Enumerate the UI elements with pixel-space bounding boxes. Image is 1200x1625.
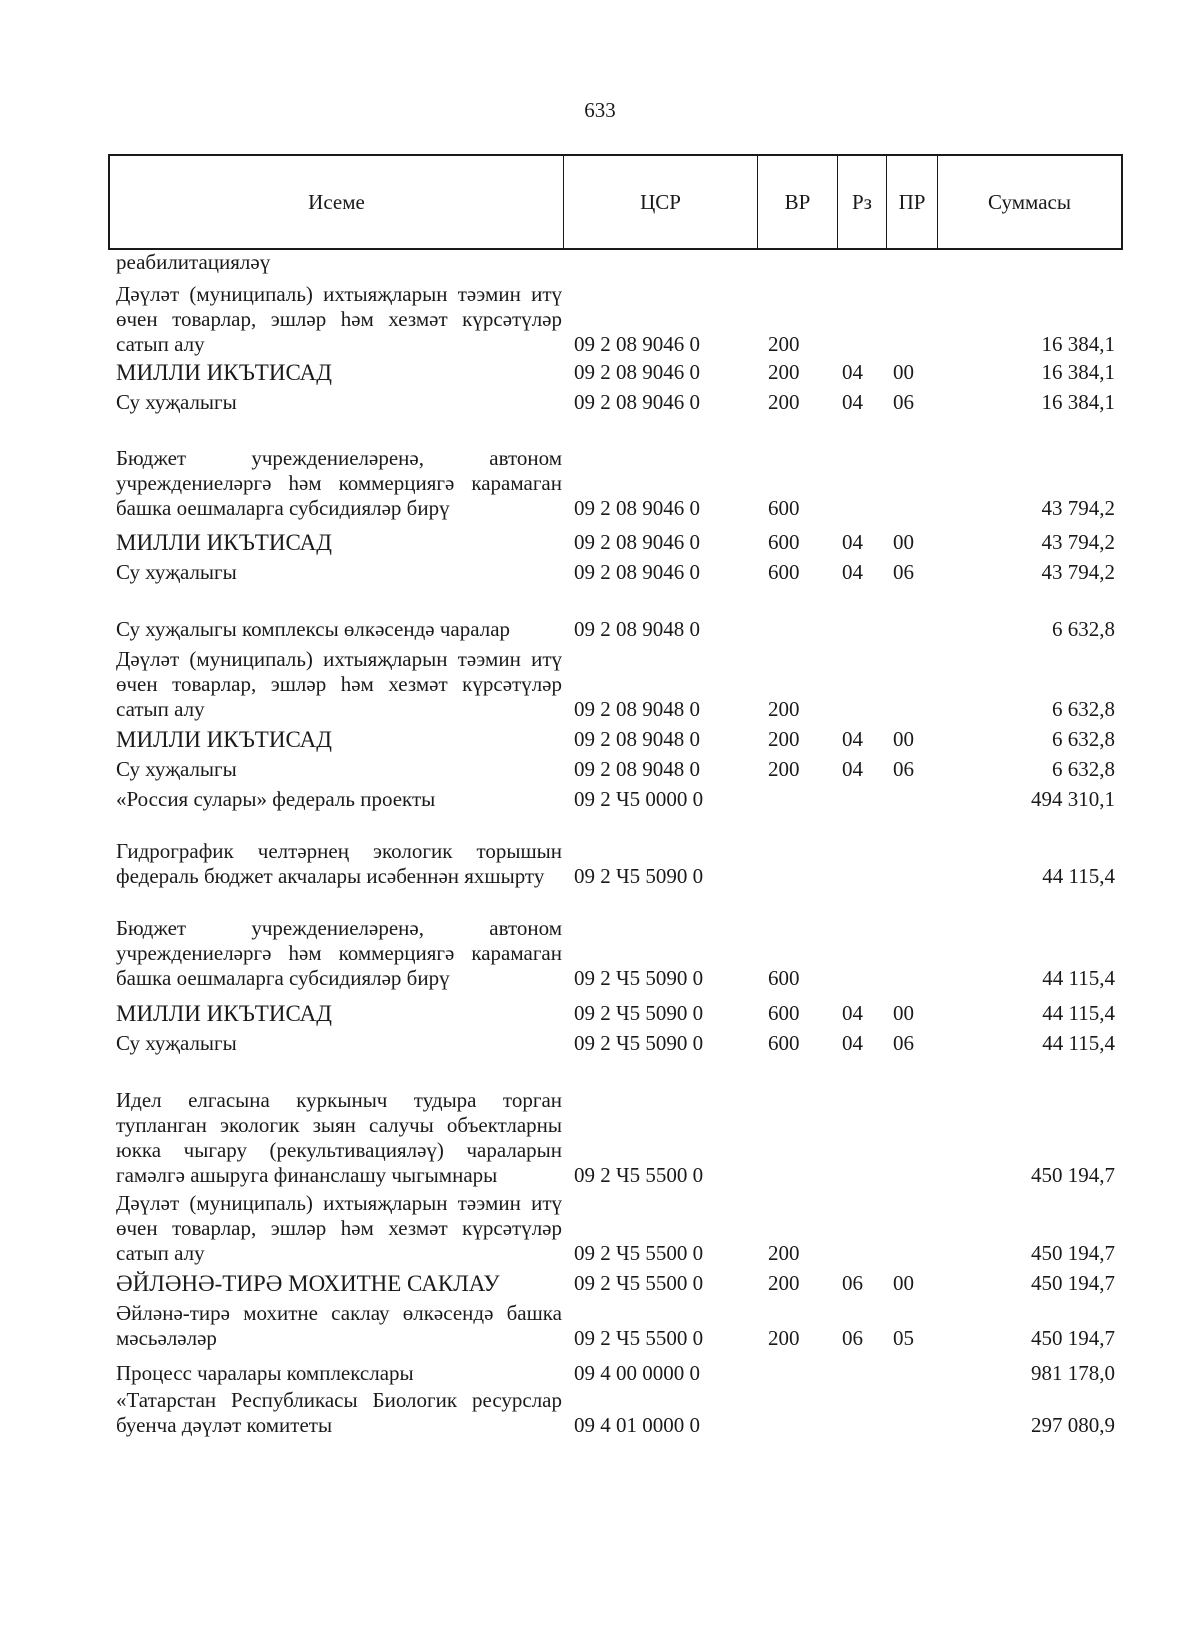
table-row xyxy=(108,996,1123,1026)
cell-csr: 09 2 08 9048 0 xyxy=(574,757,700,781)
cell-name: Гидрографик челтəрнең экологик торышын федераль бюджет акчалары исəбеннəн яхшырту xyxy=(116,839,562,888)
cell-csr: 09 2 Ч5 5090 0 xyxy=(574,966,704,990)
header-vr: ВР xyxy=(758,156,838,248)
cell-csr: 09 2 Ч5 5090 0 xyxy=(574,864,704,888)
table-row xyxy=(108,555,1123,585)
cell-csr: 09 2 08 9046 0 xyxy=(574,360,700,384)
cell-vr: 200 xyxy=(768,757,800,781)
cell-sum: 44 115,4 xyxy=(1042,864,1115,888)
cell-name: Идел елгасына куркыныч тудыра торган тупланган экологик зыян салучы объектларны юкка чыгару (рекультивациялəү) чараларын гамəлгə ашыруга финанслашу чыгымнары xyxy=(116,1088,562,1187)
cell-name: Процесс чаралары комплекслары xyxy=(116,1361,414,1385)
cell-sum: 981 178,0 xyxy=(1031,1361,1115,1385)
cell-csr: 09 4 00 0000 0 xyxy=(574,1361,700,1385)
cell-name: ƏЙЛƏНƏ-ТИРƏ МОХИТНЕ САКЛАУ xyxy=(116,1271,500,1296)
cell-vr: 200 xyxy=(768,1326,800,1350)
header-sum: Суммасы xyxy=(988,189,1071,214)
header-pr: ПР xyxy=(887,156,938,248)
cell-pr: 00 xyxy=(893,530,914,554)
cell-sum: 44 115,4 xyxy=(1042,1031,1115,1055)
cell-sum: 43 794,2 xyxy=(1041,530,1115,554)
cell-name: Бюджет учреждениелəренə, автоном учреждениелəргə һəм коммерциягə карамаган башка оешмаларга субсидиялəр бирү xyxy=(116,916,562,990)
cell-sum: 494 310,1 xyxy=(1031,787,1115,811)
cell-rz: 04 xyxy=(842,1001,863,1025)
cell-name: МИЛЛИ ИКЪТИСАД xyxy=(116,530,332,555)
cell-pr: 00 xyxy=(893,360,914,384)
cell-pr: 00 xyxy=(893,1271,914,1295)
cell-name: МИЛЛИ ИКЪТИСАД xyxy=(116,1001,332,1026)
cell-sum: 43 794,2 xyxy=(1041,496,1115,520)
cell-name: Бюджет учреждениелəренə, автоном учреждениелəргə һəм коммерциягə карамаган башка оешмаларга субсидиялəр бирү xyxy=(116,446,562,520)
cell-vr: 200 xyxy=(768,360,800,384)
table-row xyxy=(108,421,1123,521)
cell-name: Əйлəнə-тирə мохитне саклау өлкəсендə башка мəсьəлəлəр xyxy=(116,1301,562,1350)
cell-sum: 6 632,8 xyxy=(1052,697,1115,721)
table-row xyxy=(108,1388,1123,1438)
table-row xyxy=(108,1266,1123,1296)
table-row xyxy=(108,1356,1123,1386)
cell-rz: 04 xyxy=(842,1031,863,1055)
page-number: 633 xyxy=(584,98,616,122)
cell-sum: 44 115,4 xyxy=(1042,966,1115,990)
cell-name: МИЛЛИ ИКЪТИСАД xyxy=(116,727,332,752)
cell-vr: 600 xyxy=(768,560,800,584)
cell-name: Дəүлəт (муниципаль) ихтыяҗларын тəэмин итү өчен товарлар, эшлəр һəм хезмəт күрсəтүлəр сатып алу xyxy=(116,647,562,721)
cell-sum: 450 194,7 xyxy=(1031,1163,1115,1187)
cell-sum: 297 080,9 xyxy=(1031,1413,1115,1437)
cell-name: Су хуҗалыгы xyxy=(116,1031,237,1055)
cell-vr: 200 xyxy=(768,1241,800,1265)
cell-name: МИЛЛИ ИКЪТИСАД xyxy=(116,360,332,385)
cell-vr: 600 xyxy=(768,496,800,520)
cell-csr: 09 2 Ч5 5090 0 xyxy=(574,1001,704,1025)
cell-sum: 6 632,8 xyxy=(1052,617,1115,641)
cell-vr: 600 xyxy=(768,1001,800,1025)
cell-pr: 05 xyxy=(893,1326,914,1350)
cell-csr: 09 2 08 9046 0 xyxy=(574,530,700,554)
cell-rz: 06 xyxy=(842,1271,863,1295)
cell-csr: 09 2 Ч5 5500 0 xyxy=(574,1163,704,1187)
cell-vr: 200 xyxy=(768,332,800,356)
table-row xyxy=(108,250,1123,275)
cell-vr: 600 xyxy=(768,530,800,554)
cell-sum: 44 115,4 xyxy=(1042,1001,1115,1025)
header-csr: ЦСР xyxy=(564,156,758,248)
cell-csr: 09 2 08 9048 0 xyxy=(574,727,700,751)
cell-name: Су хуҗалыгы xyxy=(116,757,237,781)
cell-vr: 200 xyxy=(768,1271,800,1295)
table-row xyxy=(108,525,1123,555)
cell-name: Дəүлəт (муниципаль) ихтыяҗларын тəэмин итү өчен товарлар, эшлəр һəм хезмəт күрсəтүлəр сатып алу xyxy=(116,1191,562,1265)
cell-name: Су хуҗалыгы комплексы өлкəсендə чаралар xyxy=(116,617,511,641)
cell-name: Су хуҗалыгы xyxy=(116,390,237,414)
cell-vr: 200 xyxy=(768,727,800,751)
cell-rz: 04 xyxy=(842,530,863,554)
cell-csr: 09 4 01 0000 0 xyxy=(574,1413,700,1437)
table-row xyxy=(108,647,1123,722)
cell-sum: 6 632,8 xyxy=(1052,757,1115,781)
cell-rz: 04 xyxy=(842,360,863,384)
cell-sum: 16 384,1 xyxy=(1041,360,1115,384)
cell-pr: 06 xyxy=(893,1031,914,1055)
cell-sum: 16 384,1 xyxy=(1041,332,1115,356)
cell-csr: 09 2 Ч5 5500 0 xyxy=(574,1271,704,1295)
cell-pr: 06 xyxy=(893,390,914,414)
cell-sum: 43 794,2 xyxy=(1041,560,1115,584)
cell-vr: 600 xyxy=(768,966,800,990)
cell-rz: 06 xyxy=(842,1326,863,1350)
cell-vr: 200 xyxy=(768,390,800,414)
cell-name: реабилитациялəү xyxy=(116,250,271,274)
cell-csr: 09 2 Ч5 0000 0 xyxy=(574,787,704,811)
table-row xyxy=(108,592,1123,642)
table-row xyxy=(108,891,1123,991)
cell-csr: 09 2 Ч5 5500 0 xyxy=(574,1241,704,1265)
cell-name: «Татарстан Республикасы Биологик ресурслар буенча дəүлəт комитеты xyxy=(116,1388,562,1437)
cell-csr: 09 2 08 9048 0 xyxy=(574,697,700,721)
cell-vr: 600 xyxy=(768,1031,800,1055)
table-row xyxy=(108,1301,1123,1351)
cell-pr: 06 xyxy=(893,757,914,781)
cell-csr: 09 2 08 9046 0 xyxy=(574,332,700,356)
cell-sum: 450 194,7 xyxy=(1031,1241,1115,1265)
cell-name: Су хуҗалыгы xyxy=(116,560,237,584)
cell-csr: 09 2 08 9046 0 xyxy=(574,496,700,520)
cell-rz: 04 xyxy=(842,390,863,414)
table-row xyxy=(108,722,1123,752)
header-rz: Рз xyxy=(838,156,887,248)
cell-rz: 04 xyxy=(842,560,863,584)
table-row xyxy=(108,752,1123,782)
cell-rz: 04 xyxy=(842,757,863,781)
cell-sum: 6 632,8 xyxy=(1052,727,1115,751)
cell-name: «Россия сулары» федераль проекты xyxy=(116,787,436,811)
cell-csr: 09 2 Ч5 5090 0 xyxy=(574,1031,704,1055)
cell-csr: 09 2 08 9046 0 xyxy=(574,560,700,584)
cell-csr: 09 2 08 9046 0 xyxy=(574,390,700,414)
table-row xyxy=(108,1191,1123,1266)
cell-name: Дəүлəт (муниципаль) ихтыяҗларын тəэмин итү өчен товарлар, эшлəр һəм хезмəт күрсəтүлəр сатып алу xyxy=(116,282,562,356)
header-name: Исеме xyxy=(110,156,564,248)
table-row xyxy=(108,1026,1123,1056)
table-row xyxy=(108,355,1123,385)
cell-csr: 09 2 Ч5 5500 0 xyxy=(574,1326,704,1350)
table-header xyxy=(108,154,1123,250)
table-row xyxy=(108,385,1123,415)
cell-pr: 00 xyxy=(893,1001,914,1025)
cell-sum: 450 194,7 xyxy=(1031,1271,1115,1295)
table-row xyxy=(108,814,1123,889)
cell-csr: 09 2 08 9048 0 xyxy=(574,617,700,641)
table-row xyxy=(108,282,1123,357)
cell-pr: 06 xyxy=(893,560,914,584)
table-row xyxy=(108,782,1123,812)
cell-sum: 16 384,1 xyxy=(1041,390,1115,414)
cell-vr: 200 xyxy=(768,697,800,721)
cell-rz: 04 xyxy=(842,727,863,751)
cell-sum: 450 194,7 xyxy=(1031,1326,1115,1350)
cell-pr: 00 xyxy=(893,727,914,751)
table-row xyxy=(108,1063,1123,1188)
